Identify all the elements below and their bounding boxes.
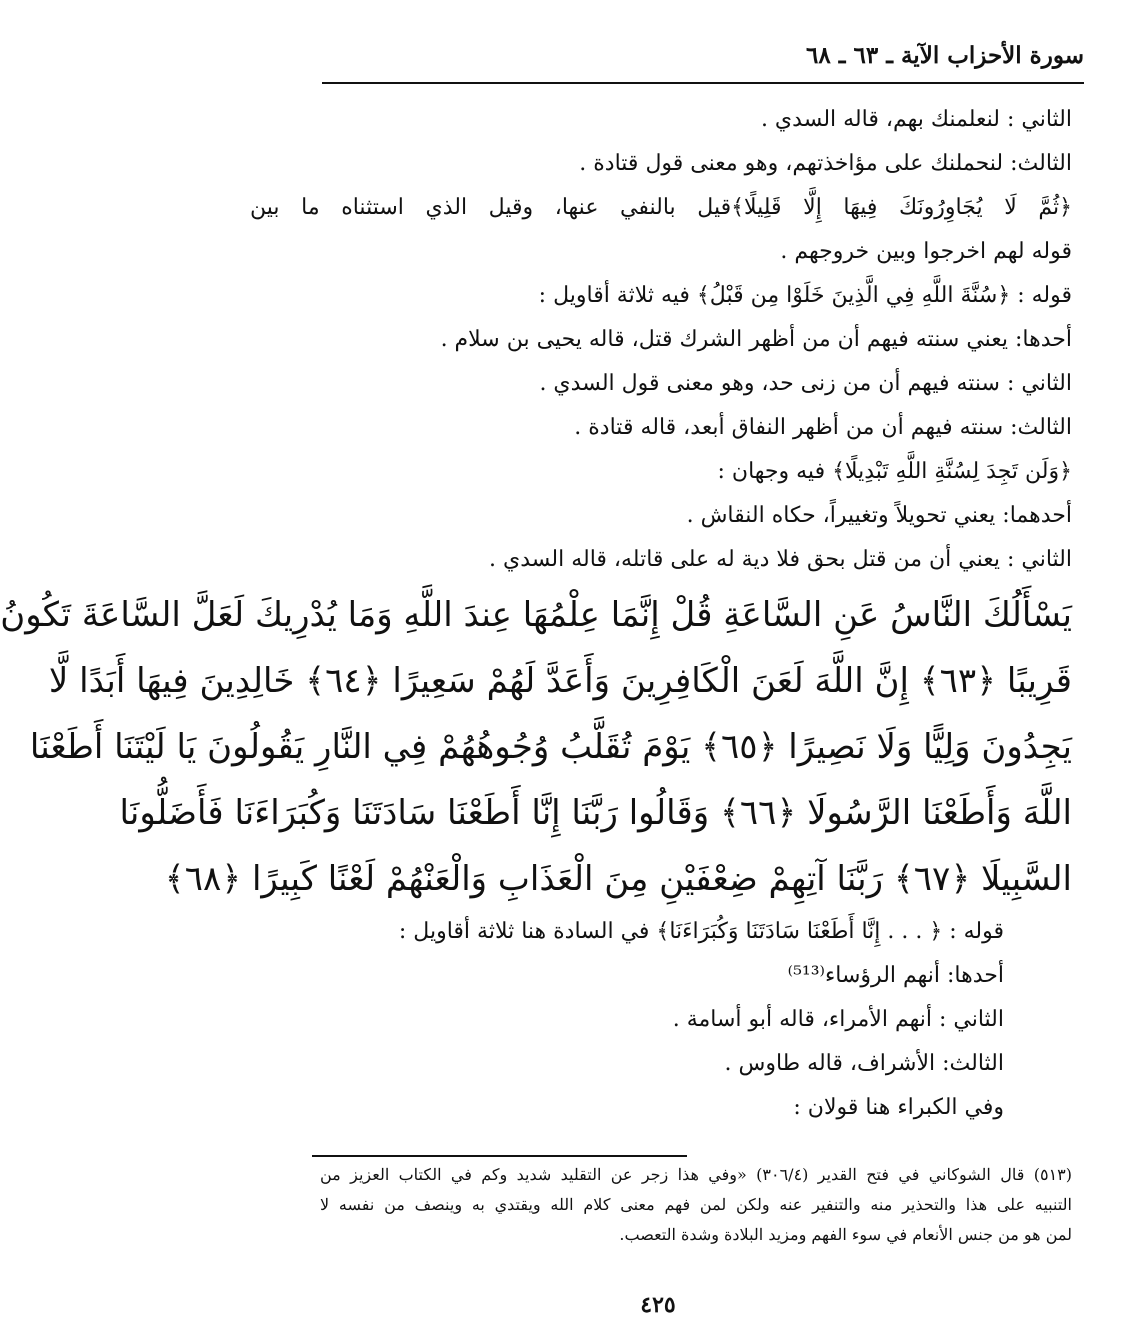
footnotes [320, 1160, 1072, 1250]
footnote-line: (٥١٣) قال الشوكاني في فتح القدير (٣٠٦/٤) «وفي هذا زجر عن التقليد شديد وكم في الكتاب العزيز من [320, 1165, 1073, 1184]
body-line: الثاني : يعني أن من قتل بحق فلا دية له على قاتله، قاله السدي . [489, 547, 1072, 572]
header-rule [322, 82, 1084, 84]
quran-line: السَّبِيلَا ﴿٦٧﴾ رَبَّنَا آتِهِمْ ضِعْفَيْنِ مِنَ الْعَذَابِ وَالْعَنْهُمْ لَعْنًا كَبِيرًا ﴿٦٨﴾ [164, 859, 1072, 899]
body-line: الثاني : سنته فيهم أن من زنى حد، وهو معنى قول السدي . [539, 371, 1072, 396]
body-line: أحدهما: يعني تحويلاً وتغييراً، حكاه النقاش . [686, 503, 1072, 528]
footnote-line: لمن هو من جنس الأنعام في سوء الفهم ومزيد البلادة وشدة التعصب. [619, 1225, 1072, 1244]
body-line: أحدها: يعني سنته فيهم أن من أظهر الشرك قتل، قاله يحيى بن سلام . [440, 327, 1072, 352]
body-line: الثاني : لنعلمنك بهم، قاله السدي . [760, 107, 1072, 132]
body-line: قوله لهم اخرجوا وبين خروجهم . [780, 239, 1072, 264]
body-line: قوله : ﴿سُنَّةَ اللَّهِ فِي الَّذِينَ خَلَوْا مِن قَبْلُ﴾ فيه ثلاثة أقاويل : [538, 283, 1072, 308]
tafsir-body [250, 98, 1072, 582]
body-line: الثالث: سنته فيهم أن من أظهر النفاق أبعد، قاله قتادة . [574, 415, 1072, 440]
commentary-line: الثاني : أنهم الأمراء، قاله أبو أسامة . [672, 1007, 1004, 1032]
quran-line: قَرِيبًا ﴿٦٣﴾ إِنَّ اللَّهَ لَعَنَ الْكَافِرِينَ وَأَعَدَّ لَهُمْ سَعِيرًا ﴿٦٤﴾ خَالِدِينَ فِيهَا أَبَدًا لَّا [48, 661, 1072, 701]
commentary-line: قوله : ﴿ . . . إِنَّا أَطَعْنَا سَادَتَنَا وَكُبَرَاءَنَا﴾ في السادة هنا ثلاثة أقاويل : [398, 919, 1004, 944]
body-line: ﴿ثُمَّ لَا يُجَاوِرُونَكَ فِيهَا إِلَّا قَلِيلًا﴾قيل بالنفي عنها، وقيل الذي استثناه ما بين [250, 195, 1072, 220]
quran-line: اللَّهَ وَأَطَعْنَا الرَّسُولَا ﴿٦٦﴾ وَقَالُوا رَبَّنَا إِنَّا أَطَعْنَا سَادَتَنَا وَكُبَرَاءَنَا فَأَضَلُّونَا [119, 793, 1072, 833]
commentary-line: الثالث: الأشراف، قاله طاوس . [724, 1051, 1004, 1076]
footnote-rule [312, 1155, 687, 1157]
page-number: ٤٢٥ [640, 1292, 676, 1318]
footnote-line: التنبيه على هذا والتحذير منه والتنفير عنه ولكن لمن فهم معنى كلام الله ويقتدي به وينصف من نفسه لا [320, 1195, 1072, 1214]
quran-line: يَجِدُونَ وَلِيًّا وَلَا نَصِيرًا ﴿٦٥﴾ يَوْمَ تُقَلَّبُ وُجُوهُهُمْ فِي النَّارِ يَقُولُونَ يَا لَيْتَنَا أَطَعْنَا [29, 727, 1072, 767]
body-line: الثالث: لنحملنك على مؤاخذتهم، وهو معنى قول قتادة . [579, 151, 1072, 176]
commentary-line: أحدها: أنهم الرؤساء⁽⁵¹³⁾ [787, 963, 1004, 988]
body-line: ﴿وَلَن تَجِدَ لِسُنَّةِ اللَّهِ تَبْدِيلًا﴾ فيه وجهان : [717, 459, 1072, 484]
quran-verses-block [0, 582, 1072, 912]
commentary-line: وفي الكبراء هنا قولان : [793, 1095, 1004, 1120]
commentary-section [250, 910, 1004, 1130]
quran-line: يَسْأَلُكَ النَّاسُ عَنِ السَّاعَةِ قُلْ إِنَّمَا عِلْمُهَا عِندَ اللَّهِ وَمَا يُدْرِيكَ لَعَلَّ السَّاعَةَ تَكُونُ [0, 595, 1072, 635]
running-title: سورة الأحزاب الآية ـ ٦٣ ـ ٦٨ [806, 42, 1084, 69]
